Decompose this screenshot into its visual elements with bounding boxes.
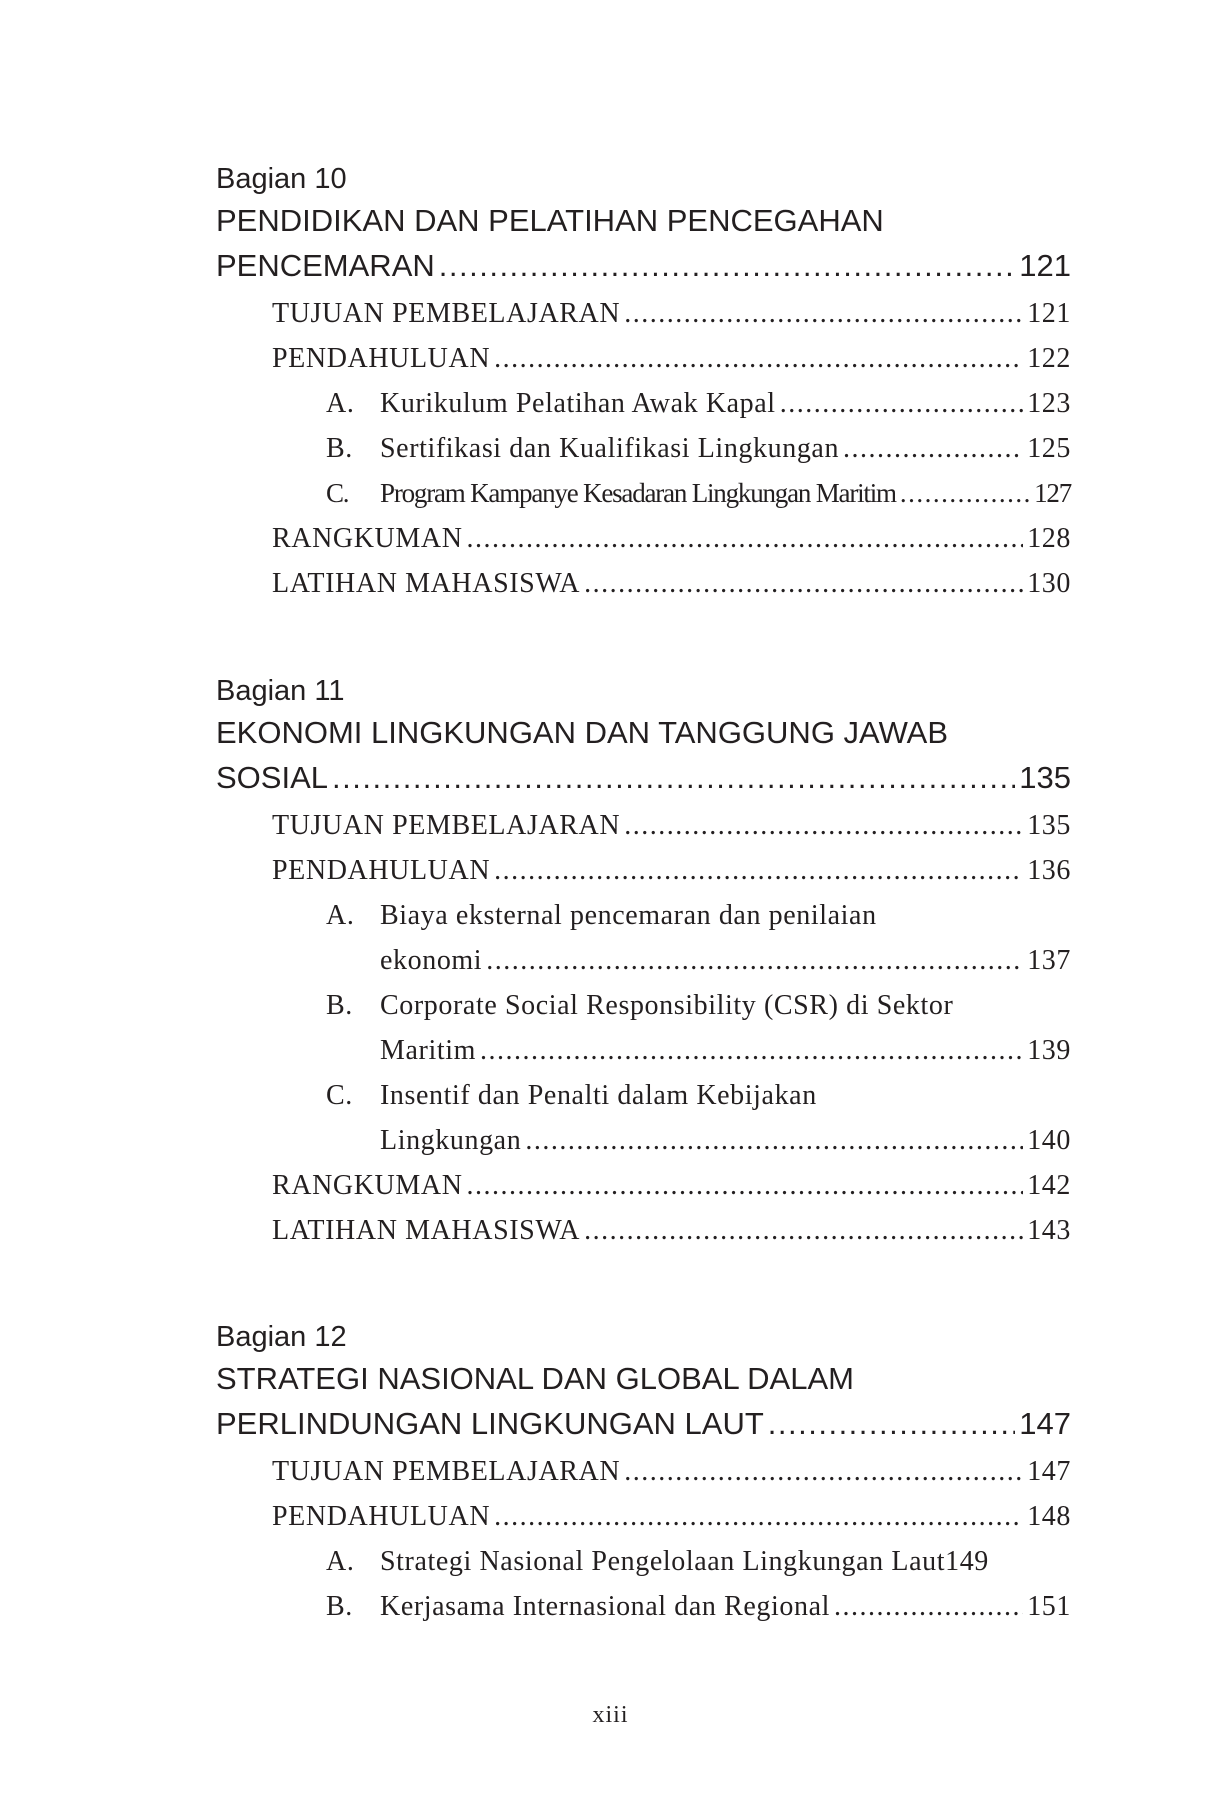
dot-leader [834,1584,1023,1629]
entry-label: RANGKUMAN [272,523,463,554]
entry-label: PENDAHULUAN [272,343,491,374]
toc-section-bagian-10 [216,160,1071,606]
entry-page-number: 136 [1027,855,1071,886]
entry-letter: B. [326,1591,353,1622]
dot-leader [584,1208,1023,1253]
chapter-label: Bagian 10 [216,163,347,195]
entry-page-number: 130 [1027,568,1071,599]
entry-label: RANGKUMAN [272,1170,463,1201]
entry-label: TUJUAN PEMBELAJARAN [272,810,621,841]
entry-page-number: 143 [1027,1215,1071,1246]
toc-entry-tujuan-pembelajaran[interactable] [272,1449,1071,1494]
entry-page-number: 140 [1027,1125,1071,1156]
entry-label: PENDAHULUAN [272,855,491,886]
entry-page-number: 127 [1034,478,1071,508]
entry-page-number: 135 [1027,810,1071,841]
dot-leader [467,516,1024,561]
toc-entry-tujuan-pembelajaran[interactable] [272,291,1071,336]
dot-leader [900,471,1030,516]
toc-entry-tujuan-pembelajaran[interactable] [272,803,1071,848]
toc-entry-subsection-c[interactable] [216,1073,1071,1163]
dot-leader [584,561,1023,606]
toc-entry-subsection-b[interactable] [326,1584,1071,1629]
entry-letter: B. [326,433,353,464]
entry-label-line2: Lingkungan [380,1125,522,1156]
entry-label: Strategi Nasional Pengelolaan Lingkungan Laut [380,1546,946,1577]
dot-leader [332,755,1015,800]
toc-entry-pendahuluan[interactable] [272,848,1071,893]
entry-letter: B. [326,990,353,1021]
chapter-label: Bagian 12 [216,1321,347,1353]
entry-label-line1: Biaya eksternal pencemaran dan penilaian [380,900,877,931]
entry-label: TUJUAN PEMBELAJARAN [272,298,621,329]
entry-label: Kerjasama Internasional dan Regional [380,1591,830,1622]
page-folio: xiii [592,1702,629,1728]
toc-entry-subsection-b[interactable] [326,426,1071,471]
toc-entry-latihan-mahasiswa[interactable] [272,561,1071,606]
entry-page-number: 151 [1027,1591,1071,1622]
entry-letter: A. [326,388,355,419]
toc-section-bagian-12 [216,1318,1071,1629]
entry-page-number: 123 [1027,388,1071,419]
entry-page-number: 147 [1027,1456,1071,1487]
chapter-title-line1: EKONOMI LINGKUNGAN DAN TANGGUNG JAWAB [216,715,949,750]
entry-label: PENDAHULUAN [272,1501,491,1532]
dot-leader [768,1401,1015,1446]
dot-leader [624,291,1023,336]
entry-label: Kurikulum Pelatihan Awak Kapal [380,388,776,419]
entry-label: LATIHAN MAHASISWA [272,1215,581,1246]
chapter-title-line1: PENDIDIKAN DAN PELATIHAN PENCEGAHAN [216,203,884,238]
entry-page-number: 139 [1027,1035,1071,1066]
chapter-title-line1: STRATEGI NASIONAL DAN GLOBAL DALAM [216,1361,854,1396]
chapter-label: Bagian 11 [216,675,345,707]
entry-label-line2: ekonomi [380,945,483,976]
entry-label-line1: Corporate Social Responsibility (CSR) di Sektor [380,990,954,1021]
toc-entry-rangkuman[interactable] [272,516,1071,561]
dot-leader [486,938,1023,983]
toc-entry-pendahuluan[interactable] [272,336,1071,381]
entry-label: Sertifikasi dan Kualifikasi Lingkungan [380,433,840,464]
toc-entry-subsection-a[interactable] [216,893,1071,983]
chapter-title-line2: PENCEMARAN [216,248,435,283]
entry-letter: A. [326,1546,355,1577]
entry-label: TUJUAN PEMBELAJARAN [272,1456,621,1487]
chapter-title-line2: PERLINDUNGAN LINGKUNGAN LAUT [216,1406,764,1441]
toc-entry-subsection-a[interactable] [326,381,1071,426]
dot-leader [780,381,1024,426]
entry-label-line1: Insentif dan Penalti dalam Kebijakan [380,1080,817,1111]
toc-entry-latihan-mahasiswa[interactable] [272,1208,1071,1253]
toc-entry-subsection-a[interactable] [326,1539,1071,1584]
toc-entry-subsection-c[interactable] [326,471,1071,516]
dot-leader [494,848,1023,893]
entry-page-number: 121 [1027,298,1071,329]
entry-letter: C. [326,1080,353,1111]
toc-entry-pendahuluan[interactable] [272,1494,1071,1539]
dot-leader [494,1494,1023,1539]
toc-section-bagian-11 [216,672,1071,1253]
dot-leader [480,1028,1023,1073]
chapter-page-number: 147 [1019,1406,1071,1441]
entry-page-number: 125 [1027,433,1071,464]
entry-page-number: 122 [1027,343,1071,374]
chapter-title-line2: SOSIAL [216,760,328,795]
dot-leader [439,243,1016,288]
entry-page-number: 149 [945,1546,989,1577]
dot-leader [624,803,1023,848]
dot-leader [494,336,1023,381]
entry-page-number: 137 [1027,945,1071,976]
entry-label-line2: Maritim [380,1035,476,1066]
chapter-title-row [216,1401,1071,1449]
entry-page-number: 142 [1027,1170,1071,1201]
dot-leader [624,1449,1023,1494]
chapter-page-number: 135 [1019,760,1071,795]
chapter-title-row [216,755,1071,803]
entry-label: Program Kampanye Kesadaran Lingkungan Maritim [380,478,896,508]
dot-leader [843,426,1023,471]
dot-leader [525,1118,1023,1163]
toc-entry-subsection-b[interactable] [216,983,1071,1073]
entry-letter: A. [326,900,355,931]
entry-label: LATIHAN MAHASISWA [272,568,581,599]
chapter-title-row [216,243,1071,291]
chapter-page-number: 121 [1019,248,1071,283]
entry-page-number: 128 [1027,523,1071,554]
entry-page-number: 148 [1027,1501,1071,1532]
toc-entry-rangkuman[interactable] [272,1163,1071,1208]
dot-leader [467,1163,1024,1208]
entry-letter: C. [326,478,349,508]
